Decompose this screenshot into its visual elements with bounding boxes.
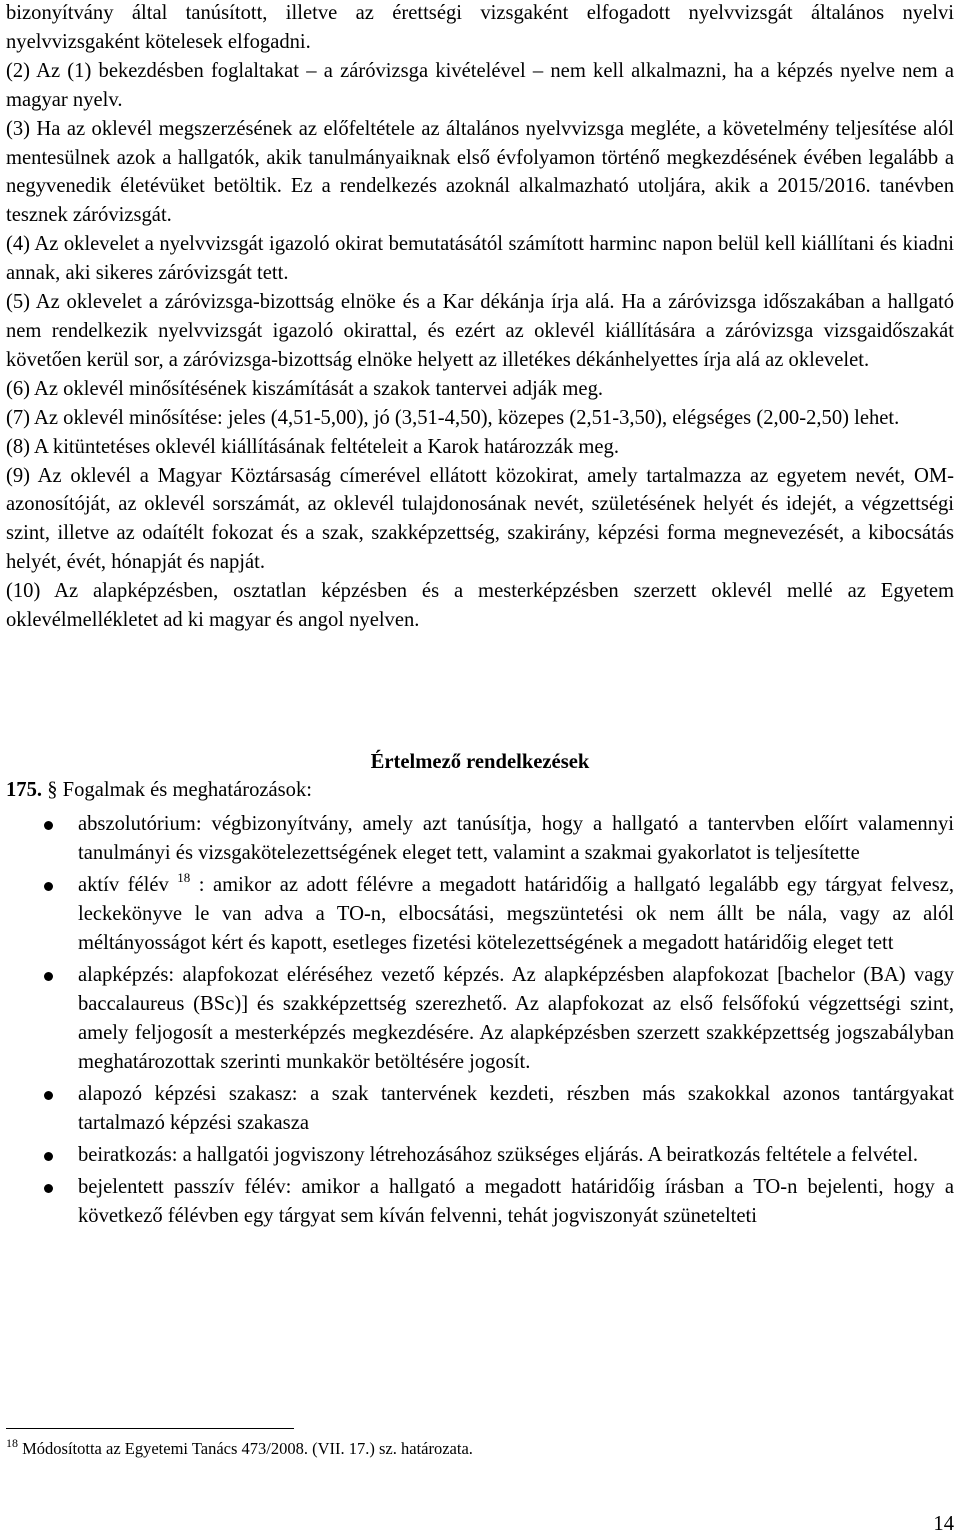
bullet-icon [44, 882, 53, 891]
document-page [6, 0, 954, 635]
paragraph-9: (9) Az oklevél a Magyar Köztársaság címerével ellátott közokirat, amely tartalmazza az egyetem nevét, OM-azonosítóját, az oklevél sorszámát, az oklevél tulajdonosának nevét, születésének helyét és idejét, a végzettségi szint, illetve az odaítélt fokozat és a szak, szakképzettség, szakirány, képzési forma megnevezését, a kibocsátás helyét, évét, hónapját és napját. [6, 464, 954, 574]
definitions-list [6, 810, 954, 1234]
paragraph-3: (3) Ha az oklevél megszerzésének az előfeltétele az általános nyelvvizsga megléte, a követelmény teljesítése alól mentesülnek azok a hallgatók, akik tanulmányaiknak első évfolyamon történő megkezdésének évében legalább a negyvenedik életévüket betöltik. Ez a rendelkezés azoknál alkalmazható utoljára, akik a 2015/2016. tanévben tesznek záróvizsgát. [6, 117, 954, 227]
paragraph-8: (8) A kitüntetéses oklevél kiállításának feltételeit a Karok határozzák meg. [6, 435, 619, 458]
definition-text: beiratkozás: a hallgatói jogviszony létrehozásához szükséges eljárás. A beiratkozás feltétele a felvétel. [78, 1144, 918, 1166]
paragraph-10: (10) Az alapképzésben, osztatlan képzésben és a mesterképzésben szerzett oklevél mellé az Egyetem oklevélmellékletet ad ki magyar és angol nyelven. [6, 580, 954, 632]
paragraph-2: (2) Az (1) bekezdésben foglaltakat – a záróvizsga kivételével – nem kell alkalmazni, ha a képzés nyelve nem a magyar nyelv. [6, 59, 954, 111]
paragraph-continuation: bizonyítvány által tanúsított, illetve az érettségi vizsgaként elfogadott nyelvvizsgát általános nyelvi nyelvvizsgaként kötelesek elfogadni. [6, 2, 954, 53]
page-number: 14 [933, 1513, 954, 1535]
definition-text: bejelentett passzív félév: amikor a hallgató a megadott határidőig írásban a TO-n bejelenti, hogy a következő félévben egy tárgyat sem kíván felvenni, tehát jogviszonyát szünetelteti [78, 1176, 954, 1227]
section-heading-wrap [0, 748, 960, 776]
bullet-icon [44, 1091, 53, 1100]
paragraph-6: (6) Az oklevél minősítésének kiszámítását a szakok tantervei adják meg. [6, 377, 604, 400]
footnote-reference[interactable]: 18 [177, 870, 191, 885]
list-item [6, 1080, 954, 1138]
list-item [6, 961, 954, 1077]
bullet-icon [44, 972, 53, 981]
footnote-divider [6, 1428, 294, 1429]
bullet-icon [44, 1152, 53, 1161]
paragraph-5: (5) Az oklevelet a záróvizsga-bizottság elnöke és a Kar dékánja írja alá. Ha a záróvizsga időszakában a hallgató nem rendelkezik nyelvvizsgát igazoló okirattal, és ezért az oklevél kiállítására a záróvizsga vizsgaidőszakát követően kerül sor, a záróvizsga-bizottság elnöke helyett az illetékes dékánhelyettes írja alá az oklevelet. [6, 291, 954, 371]
footnote [6, 1438, 473, 1460]
paragraph-4: (4) Az oklevelet a nyelvvizsgát igazoló okirat bemutatásától számított harminc napon belül kell kiállítani és kiadni annak, aki sikeres záróvizsgát tett. [6, 233, 954, 285]
list-item [6, 810, 954, 868]
definition-text: : amikor az adott félévre a megadott határidőig a hallgató legalább egy tárgyat felvesz, leckekönyve le van adva a TO-n, elbocsátási, megszüntetési ok nem állt be nála, vagy az alól méltányosságot kért és kapott, esetleges fizetési kötelezettségének a megadott határidőig eleget tett [78, 874, 954, 954]
list-item [6, 871, 954, 958]
section-number: 175. [6, 779, 43, 801]
footnote-number: 18 [6, 1436, 18, 1450]
footnote-text: Módosította az Egyetemi Tanács 473/2008. (VII. 17.) sz. határozata. [22, 1439, 473, 1458]
definition-text: alapozó képzési szakasz: a szak tantervének kezdeti, részben más szakokkal azonos tantárgyakat tartalmazó képzési szakasza [78, 1083, 954, 1134]
definition-text: abszolutórium: végbizonyítvány, amely azt tanúsítja, hogy a hallgató a tantervben előírt valamennyi tanulmányi és vizsgakötelezettségének eleget tett, valamint a szakmai gyakorlatot is teljesítette [78, 813, 954, 864]
section-title: Fogalmak és meghatározások: [62, 779, 312, 801]
bullet-icon [44, 1184, 53, 1193]
list-item [6, 1141, 954, 1170]
definition-lead: aktív félév [78, 874, 169, 896]
section-heading: Értelmező rendelkezések [370, 751, 590, 773]
section-symbol: § [47, 779, 58, 801]
section-title-line [6, 776, 312, 804]
definition-text: alapképzés: alapfokozat eléréséhez vezető képzés. Az alapképzésben alapfokozat [bachelor (BA) vagy baccalaureus (BSc)] és szakképzettség szerezhető. Az alapfokozat az első felsőfokú végzettségi szint, amely feljogosít a mesterképzés megkezdésére. Az alapképzésben szerzett szakképzettség jogszabályban meghatározottak szerinti munkakör betöltésére jogosít. [78, 964, 954, 1073]
paragraph-7: (7) Az oklevél minősítése: jeles (4,51-5,00), jó (3,51-4,50), közepes (2,51-3,50), elégséges (2,00-2,50) lehet. [6, 406, 900, 429]
list-item [6, 1173, 954, 1231]
bullet-icon [44, 821, 53, 830]
